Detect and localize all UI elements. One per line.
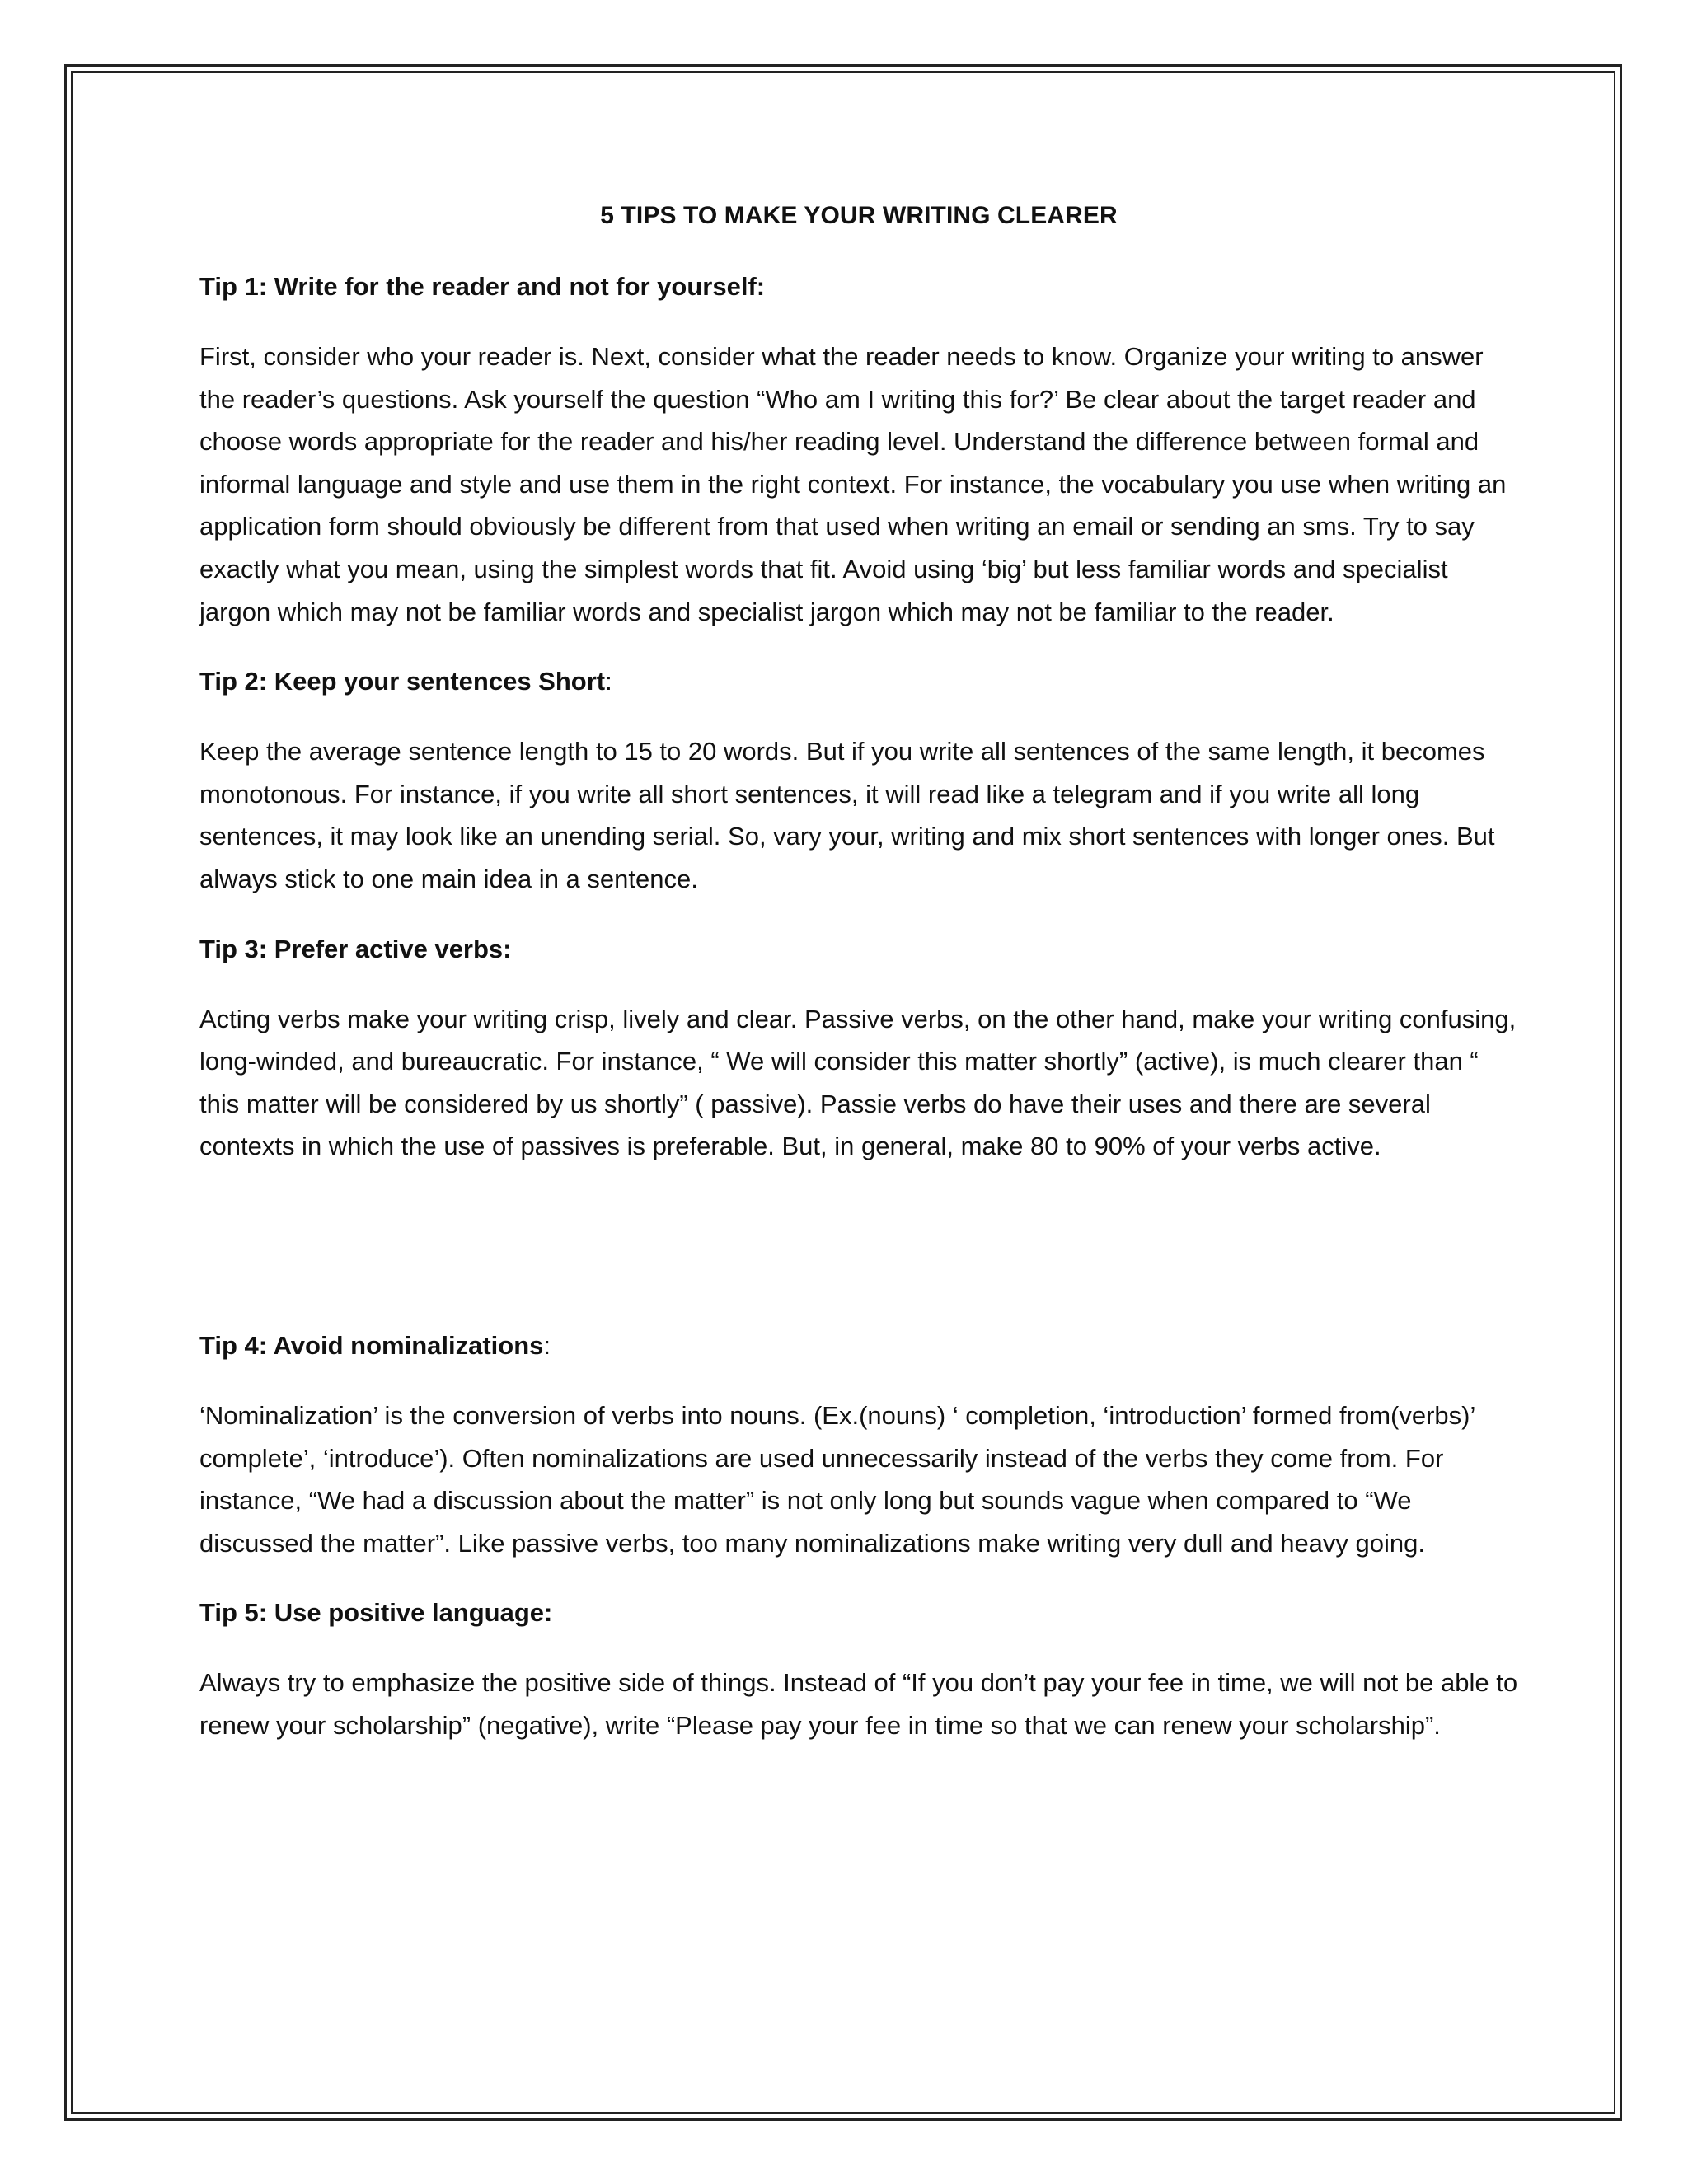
tip-2-heading-text: Tip 2: Keep your sentences Short bbox=[199, 667, 606, 696]
document-content bbox=[199, 194, 1518, 1746]
tip-5-heading bbox=[199, 1591, 1518, 1634]
tip-1-heading-text: Tip 1: Write for the reader and not for yourself bbox=[199, 272, 757, 301]
tip-3-section bbox=[199, 928, 1518, 1168]
tip-2-heading-colon: : bbox=[605, 667, 612, 696]
tip-4-heading-text: Tip 4: Avoid nominalizations bbox=[199, 1330, 544, 1360]
tip-4-heading-colon: : bbox=[543, 1330, 551, 1360]
tip-1-section bbox=[199, 265, 1518, 633]
tip-3-heading-text: Tip 3: Prefer active verbs bbox=[199, 934, 504, 963]
tip-2-body: Keep the average sentence length to 15 to 20 words. But if you write all sentences of the same length, it becomes monotonous. For instance, if you write all short sentences, it will read like a telegram and if you write all long sentences, it may look like an unending serial. So, vary your, writing and mix short sentences with longer ones. But always stick to one main idea in a sentence. bbox=[199, 737, 1495, 893]
tip-3-heading bbox=[199, 928, 1518, 971]
tip-5-section bbox=[199, 1591, 1518, 1746]
tip-2-heading bbox=[199, 660, 1518, 703]
tip-5-heading-text: Tip 5: Use positive language bbox=[199, 1598, 545, 1628]
document-title: 5 TIPS TO MAKE YOUR WRITING CLEARER bbox=[600, 202, 1118, 229]
tip-5-heading-colon: : bbox=[544, 1598, 553, 1628]
tip-3-heading-colon: : bbox=[503, 934, 512, 963]
tip-3-body: Acting verbs make your writing crisp, lively and clear. Passive verbs, on the other hand, make your writing confusing, long-winded, and bureaucratic. For instance, “ We will consider this matter shortly” (active), is much clearer than “ this matter will be considered by us shortly” ( passive). Passie verbs do have their uses and there are several contexts in which the use of passives is preferable. But, in general, make 80 to 90% of your verbs active. bbox=[199, 1004, 1517, 1161]
tip-1-heading bbox=[199, 265, 1518, 308]
tip-1-heading-colon: : bbox=[756, 272, 766, 301]
tip-1-body: First, consider who your reader is. Next, consider what the reader needs to know. Organize your writing to answer the reader’s questions. Ask yourself the question “Who am I writing this for?’ Be clear about the target reader and choose words appropriate for the reader and his/her reading level. Understand the difference between formal and informal language and style and use them in the right context. For instance, the vocabulary you use when writing an application form should obviously be different from that used when writing an email or sending an sms. Try to say exactly what you mean, using the simplest words that fit. Avoid using ‘big’ but less familiar words and specialist jargon which may not be familiar words and specialist jargon which may not be familiar to the reader. bbox=[199, 342, 1507, 626]
tip-4-heading bbox=[199, 1324, 1518, 1367]
tip-4-section bbox=[199, 1324, 1518, 1564]
tip-2-section bbox=[199, 660, 1518, 900]
tip-5-body: Always try to emphasize the positive side of things. Instead of “If you don’t pay your fee in time, we will not be able to renew your scholarship” (negative), write “Please pay your fee in time so that we can renew your scholarship”. bbox=[199, 1668, 1518, 1740]
tip-4-body: ‘Nominalization’ is the conversion of verbs into nouns. (Ex.(nouns) ‘ completion, ‘introduction’ formed from(verbs)’ complete’, ‘introduce’). Often nominalizations are used unnecessarily instead of the verbs they come from. For instance, “We had a discussion about the matter” is not only long but sounds vague when compared to “We discussed the matter”. Like passive verbs, too many nominalizations make writing very dull and heavy going. bbox=[199, 1400, 1475, 1558]
